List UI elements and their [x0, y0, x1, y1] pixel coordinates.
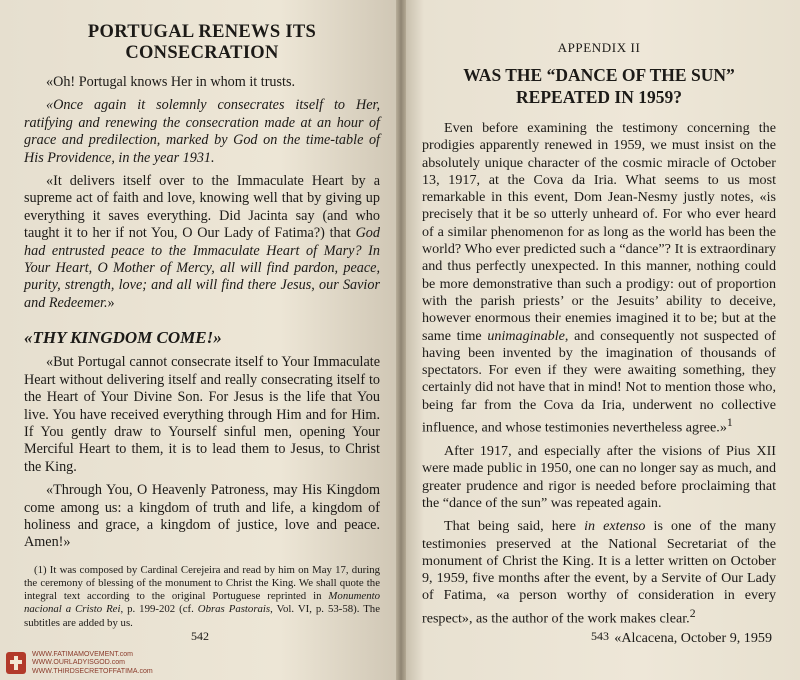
site-watermark [6, 651, 153, 677]
left-paragraph-1: «Oh! Portugal knows Her in whom it trusts. [46, 74, 296, 90]
chapter-title-line-2: REPEATED IN 1959? [516, 87, 682, 107]
right-paragraph-3-italic: in extenso [584, 518, 646, 535]
footnote-italic-b: Monumento nacional a Cristo Rei [24, 590, 380, 616]
left-paragraph-2-text: «Once again it solemnly consecrates itself to Her, ratifying and renewing the consecration made at an hour of grace and predilection, marked by God on the time-table of His Providence, in the year 1931. [24, 97, 380, 166]
footnote-ref-1: 1 [726, 416, 733, 430]
footnote-text-a: (1) It was composed by Cardinal Cerejeira and read by him on May 17, during the ceremony of blessing of the monument to Christ the King. We shall quote the integral text according to the original Portuguese reprinted in [24, 563, 380, 603]
cross-logo-icon [6, 652, 26, 674]
watermark-line-2: WWW.OURLADYISGOD.com [32, 659, 125, 666]
watermark-text [32, 651, 153, 677]
left-page-heading: PORTUGAL RENEWS ITS CONSECRATION [87, 22, 317, 63]
chapter-title-line-1: WAS THE “DANCE OF THE SUN” [463, 65, 735, 85]
right-paragraph-1-text-c: , and consequently not suspected of having been invented by the imagination of thousands of spectators. For even if they were awaiting something, they certainly did not have that in mind! Not to mention those who, being far from the Cova da Iria, underwent no collective influence, and whose testimonies nevertheless agree.» [422, 327, 776, 436]
left-paragraph-5: «Through You, O Heavenly Patroness, may His Kingdom come among us: a kingdom of truth and life, a kingdom of holiness and grace, a kingdom of justice, love and peace. Amen!» [24, 482, 380, 551]
right-paragraph-3-text-c: is one of the many testimonies preserved at the National Secretariat of the monument of Christ the King. It is a letter written on October 9, 1959, five months after the event, by a Servite of Our Lady of Fatima, «a person worthy of consideration in every respect», as the author of the work makes clear. [422, 518, 777, 627]
right-paragraph-1 [422, 120, 776, 437]
left-paragraph-4: «But Portugal cannot consecrate itself to Your Immaculate Heart without delivering itself and really consecrating itself to the Heart of Your Divine Son. For Jesus is the life that You live. You have received everything through Him and for Him. If You gently draw to Yourself sinful men, opening Your Merciful Heart to them, it is to lead them to Jesus, to Christ the King. [24, 354, 380, 475]
footnote-ref-2: 2 [689, 606, 696, 620]
left-paragraph-3-italic: God had entrusted peace to the Immaculate Heart of Mary? In Your Heart, O Mother of Mercy, all will find pardon, peace, purity, strength, love; and all will find there Jesus, our Savior and Redeemer. [24, 225, 380, 311]
footnote-text-c: , p. 199-202 (cf. [120, 603, 198, 616]
right-paragraph-1-italic: unimaginable [487, 327, 565, 344]
right-page-number: 543 [591, 629, 609, 643]
right-paragraph-3 [422, 518, 776, 627]
left-paragraph-3 [24, 173, 380, 312]
left-subheading: «THY KINGDOM COME!» [24, 328, 222, 348]
appendix-label: APPENDIX II [557, 40, 641, 55]
left-page-number: 542 [191, 629, 209, 643]
left-paragraph-3-close: » [107, 294, 115, 311]
right-paragraph-1-text-a: Even before examining the testimony concerning the prodigies apparently renewed in 1959, we must insist on the absolutely unique character of the cosmic miracle of October 13, 1917, at the Cova da Iria. What seems to us most remarkable in this event, Dom Jean-Nesmy justly notes, «is precisely that it be so utterly unheard of. For who ever heard of a similar phenomenon for as long as the world has been the world? Who ever predicted such a “dance”? It is extraordinary and thus perfectly unexpected. In this manner, nothing could be more demonstrative than such a prodigy: out of proportion with the parish priests’ or the Jesuits’ ability to deceive, however enormous their enemies imagined it to be; but at the same time [422, 120, 776, 344]
watermark-line-3: WWW.THIRDSECRETOFFATIMA.com [32, 667, 153, 675]
letter-signoff: «Alcacena, October 9, 1959 [614, 629, 772, 646]
right-page [400, 0, 800, 680]
book-gutter [396, 0, 406, 680]
footnote-italic-d: Obras Pastorais [197, 603, 271, 616]
chapter-title [422, 64, 776, 108]
left-paragraph-3-text: «It delivers itself over to the Immaculate Heart by a supreme act of faith and love, knowing well that by giving up everything it saves everything. Did Jacinta say (and who taught it to her if not You, O Our Lady of Fatima?) that [24, 173, 380, 242]
left-paragraph-2 [24, 97, 380, 167]
footnote-text-e: , Vol. VI, p. 53-58). The subtitles are added by us. [24, 603, 381, 629]
right-paragraph-2: After 1917, and especially after the visions of Pius XII were made public in 1950, one can no longer say as much, and greater prudence and rigor is needed before proclaiming that the “dance of the sun” was repeated again. [422, 443, 776, 511]
watermark-line-1: WWW.FATIMAMOVEMENT.com [32, 650, 133, 658]
left-footnote [24, 564, 380, 630]
right-paragraph-3-text-a: That being said, here [444, 518, 585, 535]
